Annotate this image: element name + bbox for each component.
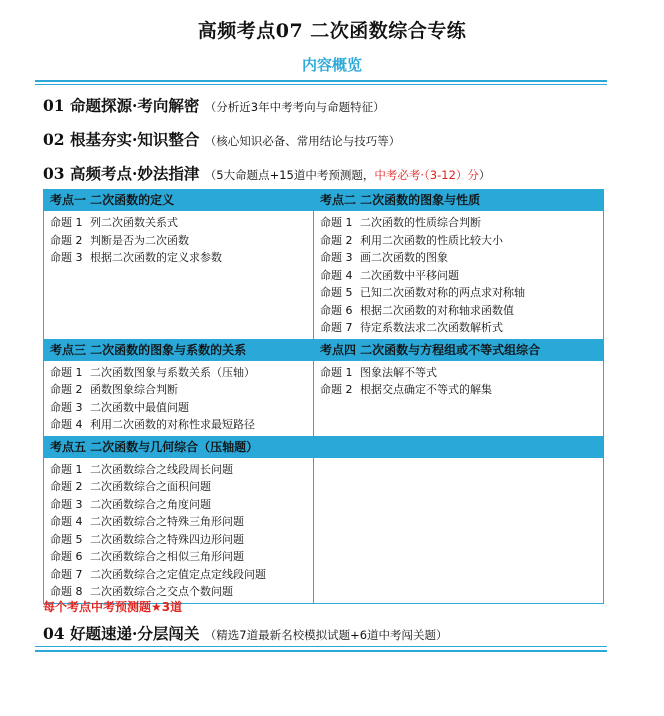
section-note: （核心知识必备、常用结论与技巧等） <box>204 134 401 148</box>
section-note-end: ） <box>478 168 491 182</box>
section-03 <box>43 162 490 184</box>
list-item: 命题 4 利用二次函数的对称性求最短路径 <box>50 418 255 431</box>
bottom-divider-thin <box>35 646 607 647</box>
bottom-divider <box>35 650 607 652</box>
topic-header-empty <box>314 436 604 457</box>
list-item: 命题 3 二次函数综合之角度问题 <box>50 497 211 511</box>
topic-header: 考点二 二次函数的图象与性质 <box>314 190 604 211</box>
section-note: （分析近3年中考考向与命题特征） <box>204 100 385 114</box>
list-item: 命题 2 利用二次函数的性质比较大小 <box>320 233 503 247</box>
list-item: 命题 8 二次函数综合之交点个数问题 <box>50 585 233 598</box>
list-item: 命题 1 列二次函数关系式 <box>50 216 178 229</box>
list-item: 命题 7 待定系数法求二次函数解析式 <box>320 321 503 334</box>
section-01 <box>43 94 385 116</box>
list-item: 命题 2 二次函数综合之面积问题 <box>50 480 211 493</box>
topic-header: 考点五 二次函数与几何综合（压轴题） <box>44 436 314 457</box>
list-item: 命题 1 二次函数综合之线段周长问题 <box>50 462 233 476</box>
list-item: 命题 3 二次函数中最值问题 <box>50 400 189 414</box>
topics-table <box>43 189 604 604</box>
list-item: 命题 4 二次函数中平移问题 <box>320 268 459 282</box>
topic-cell <box>44 457 314 603</box>
list-item: 命题 6 二次函数综合之相似三角形问题 <box>50 550 244 563</box>
topic-header: 考点三 二次函数的图象与系数的关系 <box>44 339 314 360</box>
page-title: 高频考点07 二次函数综合专练 <box>197 20 467 42</box>
list-item: 命题 1 二次函数图象与系数关系（压轴） <box>50 365 255 379</box>
topic-header: 考点四 二次函数与方程组或不等式组综合 <box>314 339 604 360</box>
topic-header: 考点一 二次函数的定义 <box>44 190 314 211</box>
list-item: 命题 6 根据二次函数的对称轴求函数值 <box>320 303 514 317</box>
section-note: （精选7道最新名校模拟试题+6道中考闯关题） <box>204 628 448 642</box>
list-item: 命题 5 二次函数综合之特殊四边形问题 <box>50 532 244 546</box>
list-item: 命题 2 根据交点确定不等式的解集 <box>320 383 492 396</box>
list-item: 命题 3 根据二次函数的定义求参数 <box>50 251 222 264</box>
section-note-text: （5大命题点+15道中考预测题， <box>204 168 375 182</box>
section-label: 01 命题探源·考向解密 <box>43 96 200 115</box>
section-label: 03 高频考点·妙法指津 <box>43 164 200 183</box>
list-item: 命题 2 函数图象综合判断 <box>50 383 178 396</box>
list-item: 命题 2 判断是否为二次函数 <box>50 233 189 247</box>
list-item: 命题 7 二次函数综合之定值定点定线段问题 <box>50 567 266 581</box>
section-label: 04 好题速递·分层闯关 <box>43 624 200 643</box>
list-item: 命题 3 画二次函数的图象 <box>320 251 448 264</box>
list-item: 命题 5 已知二次函数对称的两点求对称轴 <box>320 286 525 299</box>
topic-cell <box>314 211 604 340</box>
topic-cell <box>314 360 604 436</box>
topic-cell <box>44 211 314 340</box>
list-item: 命题 1 二次函数的性质综合判断 <box>320 216 481 229</box>
list-item: 命题 4 二次函数综合之特殊三角形问题 <box>50 515 244 528</box>
section-02 <box>43 128 400 150</box>
topic-cell-empty <box>314 457 604 603</box>
must-test-note: 中考必考·（3-12）分 <box>374 168 479 182</box>
footnote: 每个考点中考预测题★3道 <box>43 600 183 614</box>
section-04 <box>43 622 448 644</box>
section-label: 02 根基夯实·知识整合 <box>43 130 200 149</box>
top-divider-thin <box>35 84 607 85</box>
top-divider <box>35 80 607 82</box>
page-subtitle: 内容概览 <box>301 56 362 74</box>
list-item: 命题 1 图象法解不等式 <box>320 365 437 379</box>
topic-cell <box>44 360 314 436</box>
section-note <box>205 168 491 182</box>
